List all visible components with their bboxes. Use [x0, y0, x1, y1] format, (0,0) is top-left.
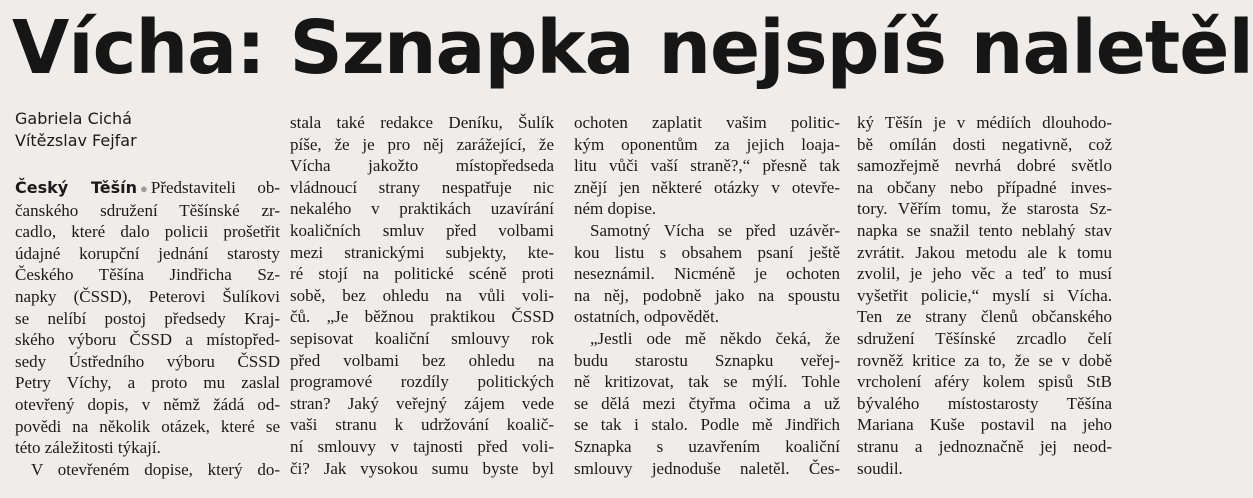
text-line: litu vůči vaší straně?,“ přesně tak: [574, 156, 840, 176]
dateline: Český Těšín: [15, 178, 138, 197]
text-line: píše, že je pro něj zarážející, že: [290, 134, 554, 154]
text-line: se tak i stalo. Podle mě Jindřich: [574, 415, 840, 435]
text-line: se dělá mezi čtyřma očima a už: [574, 393, 840, 413]
text-line: sedy Ústředního výboru ČSSD: [15, 351, 280, 371]
text-line: sdružení Těšínské zrcadlo čelí: [857, 328, 1112, 348]
text-line: povědi na několik otázek, které se: [15, 416, 280, 436]
text-line: Vícha jakožto místopředseda: [290, 156, 554, 176]
text-line: čanského sdružení Těšínské zr-: [15, 200, 280, 220]
text-line: ném dopise.: [574, 199, 657, 219]
text-line: napka se snažil tento neblahý stav: [857, 220, 1112, 240]
text-line: Samotný Vícha se před uzávěr-: [590, 220, 840, 240]
text-line: kým oponentům za jejich loaja-: [574, 134, 840, 154]
text-line: údajné korupční jednání starosty: [15, 243, 280, 263]
text-line: Českého Těšína Jindřicha Sz-: [15, 265, 280, 285]
text-line: napky (ČSSD), Peterovi Šulíkovi: [15, 286, 280, 306]
text-line: či? Jak vysokou sumu byste byl: [290, 458, 554, 478]
text-line: vládnoucí strany nespatřuje nic: [290, 177, 554, 197]
author-name: Vítězslav Fejfar: [15, 131, 137, 150]
text-line: kou listu s obsahem psaní ještě: [574, 242, 840, 262]
article-headline: Vícha: Sznapka nejspíš naletěl: [12, 5, 1253, 91]
text-line: ký Těšín je v médiích dlouhodo-: [857, 113, 1112, 132]
text-line: rovněž kritice za to, že se v době: [857, 350, 1112, 370]
text-line: [15, 177, 280, 200]
text-line: vaši stranu k udržování koalič-: [290, 415, 554, 435]
text-line: koaličních smluv před volbami: [290, 220, 554, 240]
article-column-1: [15, 177, 280, 498]
text-line: cadlo, které dalo policii prošetřit: [15, 222, 280, 242]
text-line: znějí jen některé otázky v otevře-: [574, 177, 840, 197]
text-line: budu starostu Sznapku veřej-: [574, 350, 840, 370]
text-line: této záležitosti týkají.: [15, 438, 161, 458]
text-line: vrcholení aféry kolem spisů StB: [857, 372, 1112, 392]
text-line: ostatních, odpovědět.: [574, 307, 719, 327]
text-line: zvolil, je jeho věc a teď to musí: [857, 264, 1112, 284]
author-name: Gabriela Cichá: [15, 109, 132, 128]
text-line: na občany nebo případné inves-: [857, 177, 1112, 197]
text-line: stala také redakce Deníku, Šulík: [290, 113, 554, 132]
text-line: ní smlouvy v tajnosti před voli-: [290, 436, 554, 456]
text-line: zvrátit. Jakou metodu ale k tomu: [857, 242, 1112, 262]
text-line: Petry Víchy, a proto mu zaslal: [15, 373, 280, 393]
text-line: před volbami bez ohledu na: [290, 350, 554, 370]
text-line: bě omílán dosti negativně, což: [857, 134, 1112, 154]
text-line: ského výboru ČSSD a místopřed-: [15, 330, 280, 350]
text-line: programové rozdíly politických: [290, 372, 554, 392]
text-line: V otevřeném dopise, který do-: [31, 459, 280, 479]
text-line: Ten ze strany členů občanského: [857, 307, 1112, 327]
text-line: nekalého v praktikách uzavírání: [290, 199, 554, 219]
text-line: otevřený dopis, v němž žádá od-: [15, 394, 280, 414]
text-line: Sznapka s uzavřením koaliční: [574, 436, 840, 456]
text-line: se nelíbí postoj předsedy Kraj-: [15, 308, 280, 328]
text-line: stran? Jaký veřejný zájem vede: [290, 393, 554, 413]
text-line: smlouvy jednoduše naletěl. Čes-: [574, 458, 840, 478]
bullet-icon: ●: [140, 181, 148, 196]
article-column-3: [574, 112, 840, 498]
text-line: bývalého místostarosty Těšína: [857, 393, 1112, 413]
text-line: ně kritizovat, tak se mýlí. Tohle: [574, 372, 840, 392]
text-line: vyšetřit policie,“ myslí si Vícha.: [857, 285, 1112, 305]
article-column-4: [857, 112, 1112, 498]
text-line: sobě, bez ohledu na vůli voli-: [290, 285, 554, 305]
text-line: čů. „Je běžnou praktikou ČSSD: [290, 307, 554, 327]
text-line: mezi stranickými subjekty, kte-: [290, 242, 554, 262]
text-line: ochoten zaplatit vašim politic-: [574, 113, 840, 132]
text-line: „Jestli ode mě někdo čeká, že: [590, 328, 840, 348]
text-line: stranu a jednoznačně jej neod-: [857, 436, 1112, 456]
text-line: Mariana Kuše postavil na jeho: [857, 415, 1112, 435]
text-line: samozřejmě nevrhá dobré světlo: [857, 156, 1112, 176]
text-line: na něj, podobně jako na spoustu: [574, 285, 840, 305]
text-line: sepisovat koaliční smlouvy rok: [290, 328, 554, 348]
article-column-2: [290, 112, 554, 498]
text-line: neseznámil. Nicméně je ochoten: [574, 264, 840, 284]
text-line: tory. Věřím tomu, že starosta Sz-: [857, 199, 1112, 219]
text-line-content: Představiteli ob-: [150, 178, 280, 197]
text-line: ré stojí na politické scéně proti: [290, 264, 554, 284]
article-byline: [15, 108, 265, 152]
text-line: soudil.: [857, 458, 903, 478]
